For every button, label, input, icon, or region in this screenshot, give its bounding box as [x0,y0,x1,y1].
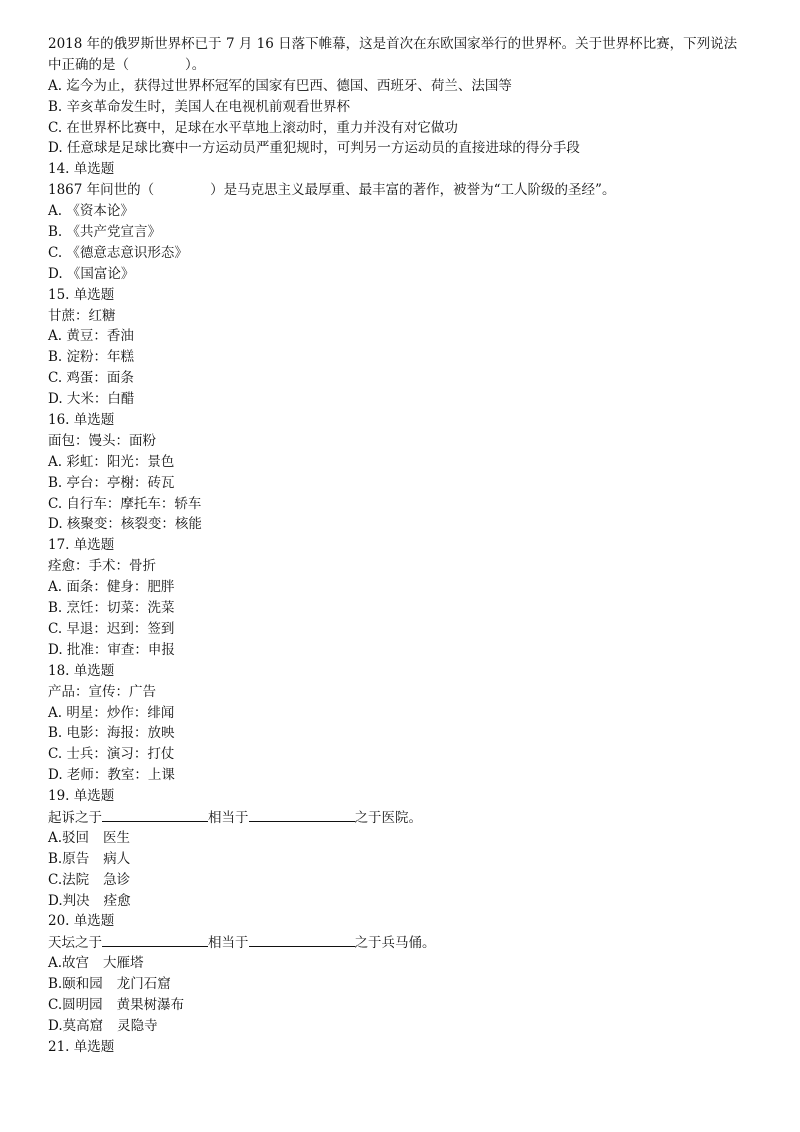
q17-option-d: D. 批准：审查：申报 [48,641,175,658]
option-letter: D. [48,1017,63,1034]
q19-stem-part-b: 相当于 [208,809,249,826]
option-word-1: 驳回 [62,829,90,846]
q20-option-d [48,1016,768,1037]
q13-stem-part-a: 中正确的是（ [48,56,129,73]
fill-blank-1 [102,932,208,947]
q18-header: 18. 单选题 [48,662,115,679]
q19-option-a [48,828,768,849]
option-word-2: 医生 [103,829,131,846]
option-word-2: 黄果树瀑布 [116,996,185,1013]
q14-stem-part-a: 1867 年问世的（ [48,182,155,199]
option-letter: D. [48,892,63,909]
option-word-2: 病人 [103,850,131,867]
q13-option-a: A. 迄今为止，获得过世界杯冠军的国家有巴西、德国、西班牙、荷兰、法国等 [48,77,512,94]
q19-option-d [48,891,768,912]
q20-stem [48,932,768,953]
q20-stem-part-b: 相当于 [208,935,249,952]
q14-option-a: A. 《资本论》 [48,203,134,220]
q17-option-a: A. 面条：健身：肥胖 [48,579,175,596]
q15-option-c: C. 鸡蛋：面条 [48,370,134,387]
q19-option-b [48,849,768,870]
option-word-2: 痊愈 [103,892,131,909]
q16-header: 16. 单选题 [48,412,115,429]
q20-stem-part-c: 之于兵马俑。 [354,935,436,952]
q15-option-a: A. 黄豆：香油 [48,328,134,345]
option-letter: B. [48,850,63,867]
fill-blank-2 [249,807,355,822]
q18-option-d: D. 老师：教室：上课 [48,767,175,784]
option-word-2: 灵隐寺 [117,1017,158,1034]
q19-stem [48,807,768,828]
q17-stem: 痊愈：手术：骨折 [48,558,156,575]
q13-stem-line1: 2018 年的俄罗斯世界杯已于 7 月 16 日落下帷幕，这是首次在东欧国家举行的世界杯。关于世界杯比赛，下列说法 [48,36,738,52]
q18-option-b: B. 电影：海报：放映 [48,725,175,742]
q13-option-c: C. 在世界杯比赛中，足球在水平草地上滚动时，重力并没有对它做功 [48,119,458,136]
q20-option-a [48,953,768,974]
q15-option-b: B. 淀粉：年糕 [48,349,135,366]
option-letter: A. [48,829,63,846]
option-word-1: 莫高窟 [62,1017,104,1034]
q19-option-c [48,870,768,891]
option-word-2: 龙门石窟 [116,976,171,993]
fill-blank-1 [102,807,208,822]
option-word-1: 法院 [62,871,90,888]
q20-option-b [48,974,768,995]
q15-header: 15. 单选题 [48,286,115,303]
q13-stem-part-b: ）。 [185,56,206,73]
q13-stem-line2 [48,55,768,76]
q17-option-c: C. 早退：迟到：签到 [48,620,175,637]
q15-stem: 甘蔗：红糖 [48,307,116,324]
q20-option-c [48,995,768,1016]
option-word-1: 故宫 [62,955,90,972]
q19-stem-part-a: 起诉之于 [48,809,102,826]
option-word-2: 急诊 [103,871,131,888]
q13-option-d: D. 任意球是足球比赛中一方运动员严重犯规时，可判另一方运动员的直接进球的得分手段 [48,140,580,157]
q14-stem-part-b: ）是马克思主义最厚重、最丰富的著作，被誉为“工人阶级的圣经”。 [210,182,616,199]
q13-option-b: B. 辛亥革命发生时，美国人在电视机前观看世界杯 [48,98,351,115]
q16-option-a: A. 彩虹：阳光：景色 [48,453,175,470]
q14-header: 14. 单选题 [48,161,115,178]
option-letter: B. [48,976,63,993]
fill-blank-2 [249,932,355,947]
option-word-1: 原告 [62,850,90,867]
option-word-2: 大雁塔 [103,955,144,972]
q20-stem-part-a: 天坛之于 [48,935,102,952]
q14-stem [48,180,768,201]
option-word-1: 圆明园 [62,996,103,1013]
option-word-1: 判决 [62,892,90,909]
q16-option-b: B. 亭台：亭榭：砖瓦 [48,474,175,491]
q17-header: 17. 单选题 [48,537,115,554]
option-word-1: 颐和园 [62,976,103,993]
q14-option-c: C. 《德意志意识形态》 [48,244,188,261]
option-letter: A. [48,955,63,972]
q20-header: 20. 单选题 [48,913,115,930]
q15-option-d: D. 大米：白醋 [48,391,135,408]
q14-option-b: B. 《共产党宣言》 [48,224,162,241]
q16-option-d: D. 核聚变：核裂变：核能 [48,516,202,533]
q19-stem-part-c: 之于医院。 [354,809,422,826]
q18-option-c: C. 士兵：演习：打仗 [48,746,175,763]
option-letter: C. [48,871,63,888]
q18-option-a: A. 明星：炒作：绯闻 [48,704,175,721]
q21-header: 21. 单选题 [48,1038,115,1055]
q14-option-d: D. 《国富论》 [48,265,135,282]
q17-option-b: B. 烹饪：切菜：洗菜 [48,600,175,617]
q18-stem: 产品：宣传：广告 [48,683,156,700]
option-letter: C. [48,996,63,1013]
q16-stem: 面包：馒头：面粉 [48,432,156,449]
q16-option-c: C. 自行车：摩托车：轿车 [48,495,202,512]
exam-page [48,34,768,1058]
q19-header: 19. 单选题 [48,788,115,805]
